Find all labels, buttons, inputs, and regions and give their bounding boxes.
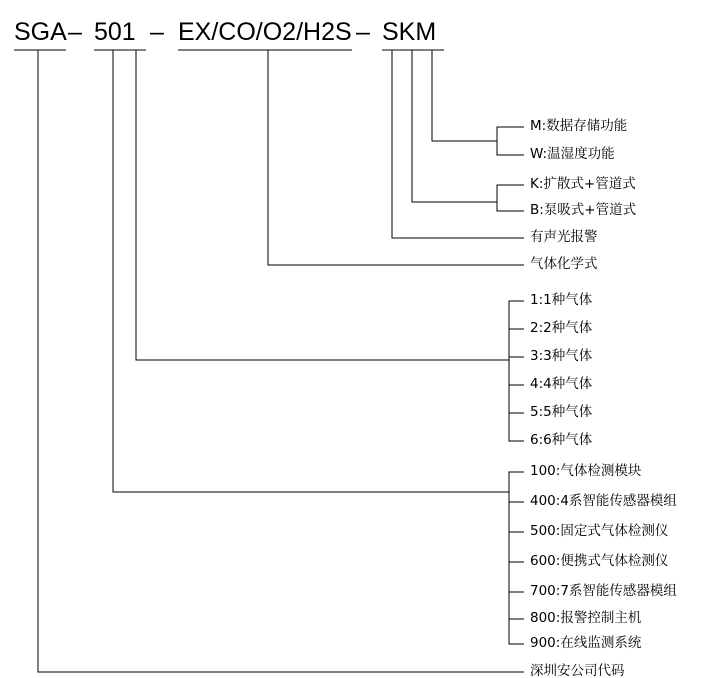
label-model-400: 400:4系智能传感器模组 xyxy=(530,493,677,509)
bracket-sampling xyxy=(497,185,503,211)
bracket-function xyxy=(497,127,503,155)
label-gas-4: 4:4种气体 xyxy=(530,376,593,392)
code-part-series: 501 xyxy=(94,18,136,46)
code-dash-2: – xyxy=(150,18,164,46)
code-part-gases: EX/CO/O2/H2S xyxy=(178,18,352,46)
label-gas-3: 3:3种气体 xyxy=(530,348,593,364)
code-part-sga: SGA xyxy=(14,18,67,46)
code-dash-1: – xyxy=(68,18,82,46)
lead-model-family xyxy=(113,50,509,492)
code-dash-3: – xyxy=(356,18,370,46)
label-model-100: 100:气体检测模块 xyxy=(530,463,642,479)
label-gas-6: 6:6种气体 xyxy=(530,432,593,448)
label-sound-light-alarm: 有声光报警 xyxy=(530,229,598,245)
label-company-code: 深圳安公司代码 xyxy=(530,663,625,678)
label-model-800: 800:报警控制主机 xyxy=(530,610,642,626)
label-m-data-storage: M:数据存储功能 xyxy=(530,118,628,134)
label-model-700: 700:7系智能传感器模组 xyxy=(530,583,677,599)
lead-sampling xyxy=(412,50,497,202)
label-w-temp-humidity: W:温湿度功能 xyxy=(530,146,615,162)
lead-company-code xyxy=(38,50,524,672)
label-gas-2: 2:2种气体 xyxy=(530,320,593,336)
lead-gas-count xyxy=(136,50,509,360)
label-model-500: 500:固定式气体检测仪 xyxy=(530,523,669,539)
bracket-model-family xyxy=(509,472,515,644)
label-k-diffusion-pipe: K:扩散式+管道式 xyxy=(530,176,636,192)
label-gas-chemical-type: 气体化学式 xyxy=(530,256,598,272)
label-gas-5: 5:5种气体 xyxy=(530,404,593,420)
code-part-suffix: SKM xyxy=(382,18,437,46)
label-b-pump-pipe: B:泵吸式+管道式 xyxy=(530,202,637,218)
label-model-900: 900:在线监测系统 xyxy=(530,635,642,651)
label-model-600: 600:便携式气体检测仪 xyxy=(530,553,669,569)
lead-function xyxy=(432,50,497,141)
label-gas-1: 1:1种气体 xyxy=(530,292,593,308)
bracket-gas-count xyxy=(509,301,515,441)
lead-gas-chemical xyxy=(268,50,524,265)
